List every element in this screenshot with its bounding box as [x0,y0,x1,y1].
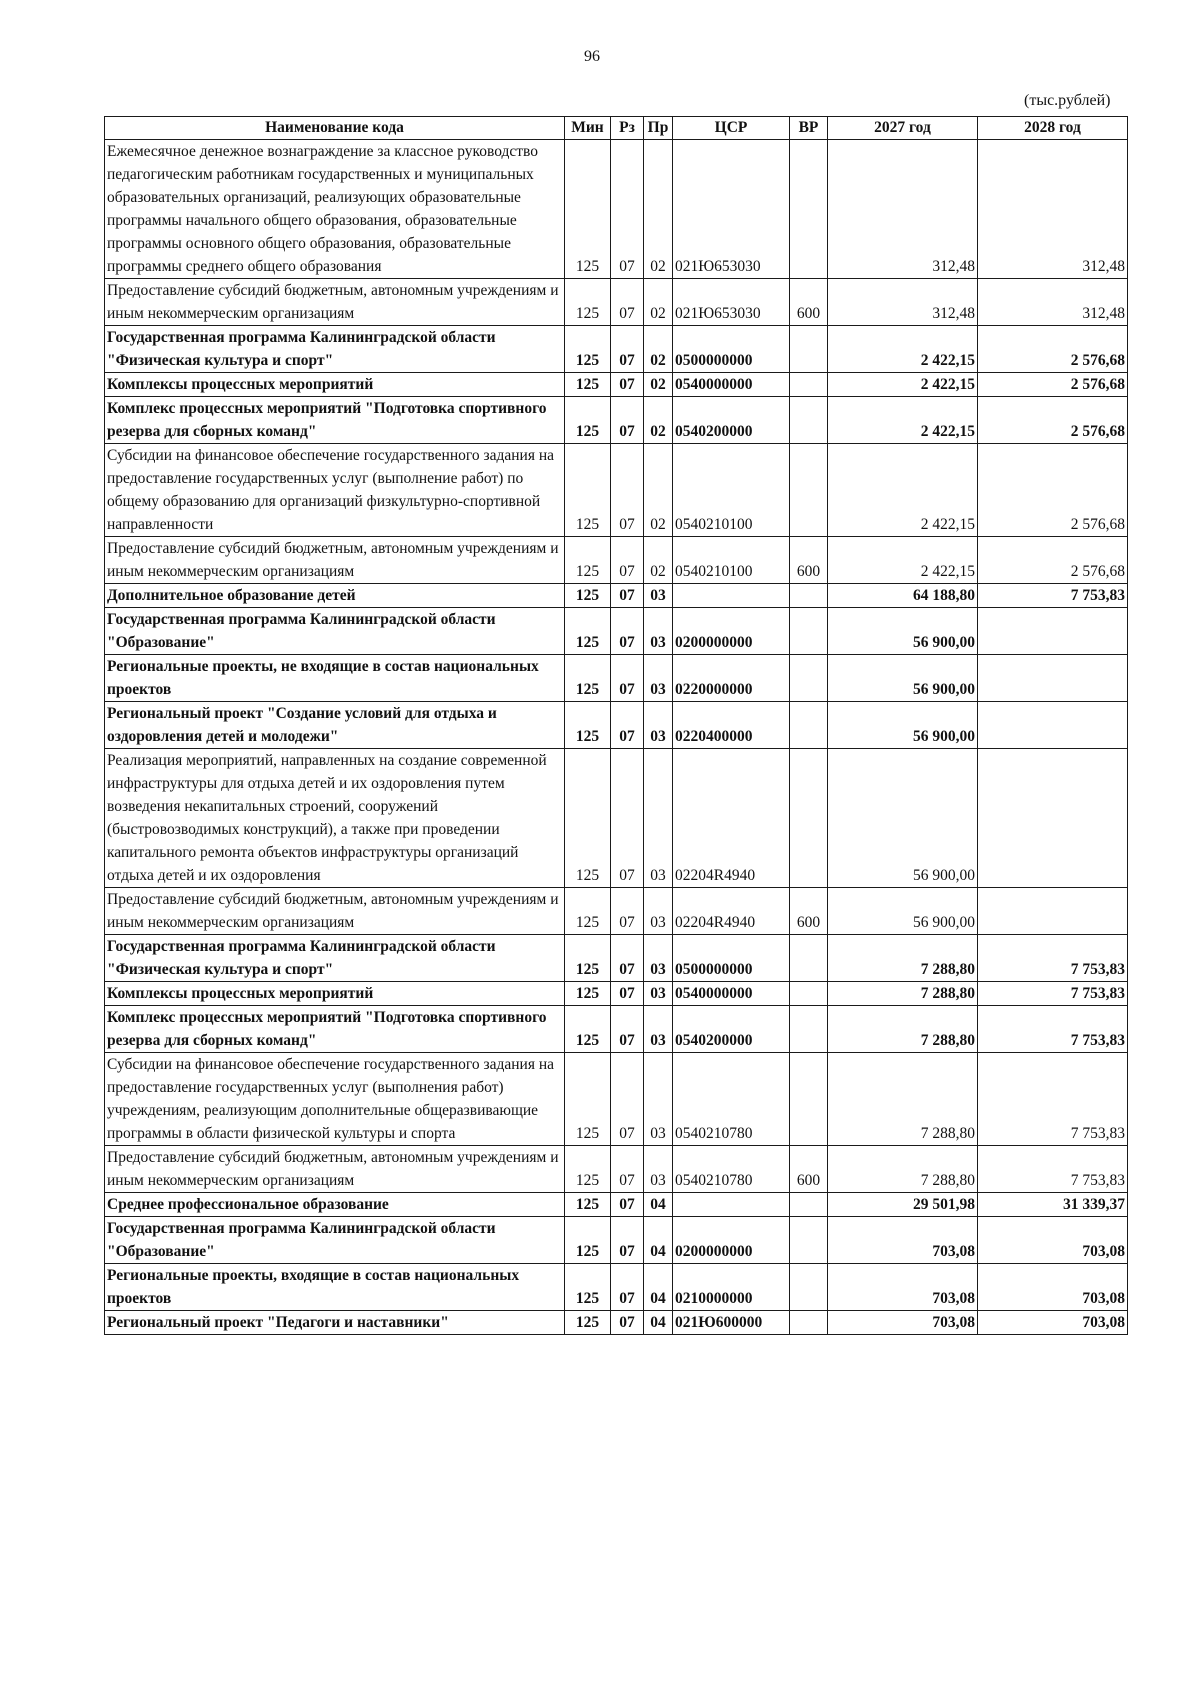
cell-pr: 02 [644,373,673,397]
cell-min: 125 [565,584,611,608]
cell-pr: 03 [644,608,673,655]
cell-name: Региональный проект "Педагоги и наставники" [105,1311,565,1335]
cell-amount-2028 [978,888,1128,935]
table-row [105,444,1128,537]
cell-rz: 07 [611,655,644,702]
cell-name: Комплекс процессных мероприятий "Подготовка спортивного резерва для сборных команд" [105,397,565,444]
cell-amount-2027: 7 288,80 [828,1146,978,1193]
cell-min: 125 [565,279,611,326]
cell-name: Государственная программа Калининградской области "Физическая культура и спорт" [105,935,565,982]
cell-name: Реализация мероприятий, направленных на создание современной инфраструктуры для отдыха детей и их оздоровления путем возведения некапитальных строений, сооружений (быстровозводимых конструкций), а также при проведении капитального ремонта объектов инфраструктуры организаций отдыха детей и их оздоровления [105,749,565,888]
cell-min: 125 [565,1217,611,1264]
cell-rz: 07 [611,537,644,584]
table-row [105,702,1128,749]
cell-vr: 600 [790,1146,828,1193]
cell-amount-2027: 7 288,80 [828,982,978,1006]
cell-csr: 0540200000 [673,397,790,444]
cell-pr: 02 [644,444,673,537]
cell-rz: 07 [611,1006,644,1053]
cell-csr: 0540210780 [673,1053,790,1146]
cell-amount-2028 [978,655,1128,702]
cell-csr: 0210000000 [673,1264,790,1311]
cell-min: 125 [565,1053,611,1146]
cell-vr [790,702,828,749]
cell-rz: 07 [611,584,644,608]
cell-rz: 07 [611,444,644,537]
cell-pr: 03 [644,749,673,888]
cell-pr: 03 [644,1146,673,1193]
cell-pr: 03 [644,888,673,935]
cell-amount-2028: 31 339,37 [978,1193,1128,1217]
cell-csr: 0200000000 [673,1217,790,1264]
cell-vr [790,444,828,537]
cell-name: Субсидии на финансовое обеспечение государственного задания на предоставление государственных услуг (выполнения работ) учреждениям, реализующим дополнительные общеразвивающие программы в области физической культуры и спорта [105,1053,565,1146]
cell-vr [790,1311,828,1335]
cell-vr [790,935,828,982]
cell-vr [790,749,828,888]
cell-pr: 03 [644,982,673,1006]
cell-pr: 02 [644,537,673,584]
cell-amount-2028: 703,08 [978,1264,1128,1311]
cell-name: Предоставление субсидий бюджетным, автономным учреждениям и иным некоммерческим организациям [105,1146,565,1193]
cell-rz: 07 [611,140,644,279]
cell-amount-2027: 703,08 [828,1311,978,1335]
cell-pr: 03 [644,584,673,608]
cell-csr: 0500000000 [673,935,790,982]
cell-name: Субсидии на финансовое обеспечение государственного задания на предоставление государственных услуг (выполнение работ) по общему образованию для организаций физкультурно-спортивной направленности [105,444,565,537]
cell-amount-2027: 7 288,80 [828,935,978,982]
cell-amount-2027: 2 422,15 [828,373,978,397]
cell-pr: 04 [644,1217,673,1264]
header-vr: ВР [790,117,828,140]
cell-rz: 07 [611,1193,644,1217]
cell-csr: 0500000000 [673,326,790,373]
cell-amount-2027: 56 900,00 [828,888,978,935]
cell-vr [790,655,828,702]
cell-name: Региональные проекты, не входящие в состав национальных проектов [105,655,565,702]
cell-amount-2028 [978,749,1128,888]
cell-csr: 0540200000 [673,1006,790,1053]
cell-min: 125 [565,140,611,279]
cell-rz: 07 [611,1217,644,1264]
cell-amount-2028: 7 753,83 [978,1006,1128,1053]
cell-min: 125 [565,1264,611,1311]
cell-csr: 0540000000 [673,982,790,1006]
cell-amount-2027: 2 422,15 [828,397,978,444]
cell-vr [790,982,828,1006]
cell-vr [790,584,828,608]
table-row [105,888,1128,935]
cell-min: 125 [565,326,611,373]
header-rz: Рз [611,117,644,140]
cell-name: Предоставление субсидий бюджетным, автономным учреждениям и иным некоммерческим организациям [105,279,565,326]
table-row [105,1217,1128,1264]
cell-name: Ежемесячное денежное вознаграждение за классное руководство педагогическим работникам государственных и муниципальных образовательных организаций, реализующих образовательные программы начального общего образования, образовательные программы основного общего образования, образовательные программы среднего общего образования [105,140,565,279]
cell-min: 125 [565,1193,611,1217]
cell-pr: 03 [644,935,673,982]
cell-rz: 07 [611,1053,644,1146]
cell-amount-2027: 312,48 [828,279,978,326]
cell-vr [790,140,828,279]
cell-amount-2028 [978,702,1128,749]
page-number: 96 [584,48,600,65]
cell-name: Региональный проект "Создание условий для отдыха и оздоровления детей и молодежи" [105,702,565,749]
cell-vr [790,1264,828,1311]
cell-amount-2028: 7 753,83 [978,982,1128,1006]
cell-csr: 0200000000 [673,608,790,655]
cell-rz: 07 [611,982,644,1006]
cell-amount-2028: 312,48 [978,279,1128,326]
cell-pr: 03 [644,655,673,702]
cell-rz: 07 [611,373,644,397]
cell-pr: 02 [644,279,673,326]
cell-vr [790,1006,828,1053]
cell-rz: 07 [611,888,644,935]
budget-table [104,116,1128,1335]
table-row [105,140,1128,279]
cell-csr [673,584,790,608]
header-csr: ЦСР [673,117,790,140]
cell-amount-2027: 312,48 [828,140,978,279]
cell-min: 125 [565,655,611,702]
header-name: Наименование кода [105,117,565,140]
cell-min: 125 [565,537,611,584]
table-row [105,326,1128,373]
cell-amount-2027: 7 288,80 [828,1053,978,1146]
cell-amount-2028: 2 576,68 [978,326,1128,373]
cell-amount-2028: 703,08 [978,1311,1128,1335]
cell-amount-2028: 703,08 [978,1217,1128,1264]
header-pr: Пр [644,117,673,140]
header-min: Мин [565,117,611,140]
cell-amount-2027: 2 422,15 [828,326,978,373]
cell-amount-2028 [978,608,1128,655]
table-row [105,1006,1128,1053]
cell-amount-2027: 29 501,98 [828,1193,978,1217]
cell-pr: 04 [644,1264,673,1311]
table-row [105,397,1128,444]
cell-min: 125 [565,1311,611,1335]
units-label: (тыс.рублей) [1024,92,1111,109]
table-row [105,537,1128,584]
table-row [105,982,1128,1006]
cell-amount-2028: 2 576,68 [978,373,1128,397]
cell-amount-2027: 56 900,00 [828,702,978,749]
cell-csr [673,1193,790,1217]
cell-min: 125 [565,888,611,935]
cell-rz: 07 [611,1311,644,1335]
cell-pr: 04 [644,1311,673,1335]
cell-amount-2027: 56 900,00 [828,655,978,702]
cell-csr: 0540000000 [673,373,790,397]
cell-amount-2027: 56 900,00 [828,749,978,888]
table-row [105,655,1128,702]
cell-amount-2028: 7 753,83 [978,1053,1128,1146]
cell-pr: 02 [644,397,673,444]
cell-amount-2028: 312,48 [978,140,1128,279]
table-row [105,1193,1128,1217]
cell-amount-2027: 2 422,15 [828,444,978,537]
cell-pr: 02 [644,140,673,279]
table-header-row [105,117,1128,140]
cell-csr: 0220400000 [673,702,790,749]
cell-amount-2028: 2 576,68 [978,397,1128,444]
cell-csr: 0540210100 [673,444,790,537]
cell-rz: 07 [611,749,644,888]
cell-amount-2028: 7 753,83 [978,935,1128,982]
cell-vr [790,397,828,444]
cell-vr: 600 [790,279,828,326]
cell-amount-2028: 2 576,68 [978,444,1128,537]
header-2028: 2028 год [978,117,1128,140]
table-row [105,1311,1128,1335]
cell-amount-2028: 7 753,83 [978,584,1128,608]
cell-rz: 07 [611,935,644,982]
table-row [105,373,1128,397]
cell-amount-2027: 703,08 [828,1264,978,1311]
cell-min: 125 [565,982,611,1006]
table-row [105,1053,1128,1146]
cell-min: 125 [565,1006,611,1053]
table-row [105,279,1128,326]
cell-rz: 07 [611,1264,644,1311]
cell-vr: 600 [790,537,828,584]
cell-rz: 07 [611,1146,644,1193]
cell-pr: 03 [644,1006,673,1053]
cell-csr: 0540210100 [673,537,790,584]
cell-amount-2027: 56 900,00 [828,608,978,655]
table-row [105,1146,1128,1193]
cell-amount-2027: 703,08 [828,1217,978,1264]
cell-csr: 0540210780 [673,1146,790,1193]
cell-rz: 07 [611,326,644,373]
cell-name: Предоставление субсидий бюджетным, автономным учреждениям и иным некоммерческим организациям [105,537,565,584]
header-2027: 2027 год [828,117,978,140]
cell-name: Среднее профессиональное образование [105,1193,565,1217]
cell-pr: 04 [644,1193,673,1217]
table-body [105,140,1128,1335]
cell-name: Государственная программа Калининградской области "Физическая культура и спорт" [105,326,565,373]
cell-name: Предоставление субсидий бюджетным, автономным учреждениям и иным некоммерческим организациям [105,888,565,935]
cell-min: 125 [565,444,611,537]
cell-name: Комплекс процессных мероприятий "Подготовка спортивного резерва для сборных команд" [105,1006,565,1053]
cell-vr [790,1217,828,1264]
cell-csr: 0220000000 [673,655,790,702]
cell-amount-2028: 2 576,68 [978,537,1128,584]
cell-name: Комплексы процессных мероприятий [105,373,565,397]
table-row [105,608,1128,655]
cell-min: 125 [565,749,611,888]
cell-rz: 07 [611,608,644,655]
cell-rz: 07 [611,397,644,444]
cell-vr [790,1193,828,1217]
cell-csr: 021Ю653030 [673,279,790,326]
cell-csr: 021Ю600000 [673,1311,790,1335]
table-row [105,584,1128,608]
cell-min: 125 [565,373,611,397]
cell-name: Государственная программа Калининградской области "Образование" [105,1217,565,1264]
cell-csr: 02204R4940 [673,888,790,935]
cell-amount-2028: 7 753,83 [978,1146,1128,1193]
cell-name: Государственная программа Калининградской области "Образование" [105,608,565,655]
cell-amount-2027: 2 422,15 [828,537,978,584]
cell-min: 125 [565,608,611,655]
cell-vr [790,1053,828,1146]
cell-vr [790,373,828,397]
cell-rz: 07 [611,702,644,749]
cell-vr [790,608,828,655]
cell-min: 125 [565,1146,611,1193]
cell-csr: 021Ю653030 [673,140,790,279]
cell-amount-2027: 64 188,80 [828,584,978,608]
table-row [105,935,1128,982]
cell-pr: 03 [644,702,673,749]
table-row [105,749,1128,888]
cell-min: 125 [565,935,611,982]
cell-name: Региональные проекты, входящие в состав национальных проектов [105,1264,565,1311]
cell-name: Дополнительное образование детей [105,584,565,608]
cell-vr: 600 [790,888,828,935]
cell-min: 125 [565,702,611,749]
cell-pr: 02 [644,326,673,373]
cell-csr: 02204R4940 [673,749,790,888]
table-row [105,1264,1128,1311]
cell-vr [790,326,828,373]
cell-name: Комплексы процессных мероприятий [105,982,565,1006]
cell-rz: 07 [611,279,644,326]
cell-min: 125 [565,397,611,444]
cell-amount-2027: 7 288,80 [828,1006,978,1053]
cell-pr: 03 [644,1053,673,1146]
